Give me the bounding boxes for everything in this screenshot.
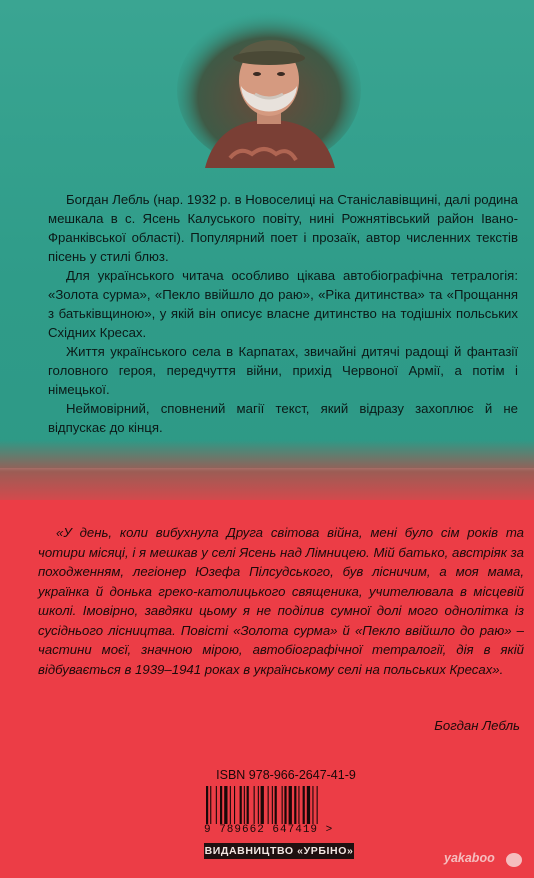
barcode-bar — [275, 786, 277, 824]
barcode-bar — [220, 786, 222, 824]
barcode-bar — [258, 786, 259, 824]
quote-author: Богдан Лебль — [434, 718, 520, 733]
barcode-bar — [294, 786, 296, 824]
barcode-bar — [210, 786, 211, 824]
barcode-bar — [224, 786, 227, 824]
barcode-bar — [284, 786, 286, 824]
bio-paragraph: Життя українського села в Карпатах, звичайні дитячі радощі й фантазії головного героя, передчуття війни, прихід Червоної Армії, а потім і німецької. — [48, 344, 518, 397]
barcode-bar — [272, 786, 273, 824]
barcode-bar — [282, 786, 283, 824]
isbn-label: ISBN 978-966-2647-41-9 — [216, 768, 356, 782]
barcode-bar — [230, 786, 231, 824]
barcode-bar — [206, 786, 208, 824]
barcode-bar — [303, 786, 305, 824]
barcode-bar — [312, 786, 313, 824]
bio-paragraph: Для українського читача особливо цікава автобіографічна тетралогія: «Золота сурма», «Пекло ввійшло до раю», «Ріка дитинства» та «Прощання з батьківщиною», у якій він описує власне дитинство на тодішніх польських Східних Кресах. — [48, 268, 518, 340]
isbn-barcode — [204, 786, 352, 826]
author-quote — [38, 523, 524, 679]
barcode-bar — [216, 786, 217, 824]
barcode-block — [204, 786, 352, 836]
author-portrait-photo — [175, 8, 363, 168]
barcode-bar — [234, 786, 235, 824]
bio-paragraph: Неймовірний, сповнений магії текст, який відразу захоплює й не відпускає до кінця. — [48, 401, 518, 435]
quote-text: «У день, коли вибухнула Друга світова війна, мені було сім років та чотири місяці, і я мешкав у селі Ясень над Лімницею. Мій батько, австріяк за походженням, легіонер Юзефа Пілсудського, був лісничим, а моя мама, українка й донька греко-католицького священика, учителювала в місцевій школі. Імовірно, завдяки цьому я не поділив сумної долі мого однолітка із сусіднього лісництва. Повісті «Золота сурма» й «Пекло ввійшло до раю» – частини моєї, значною мірою, автобіографічної тетралогії, дія в якій відбувається в 1939–1941 роках в українському селі на польських Кресах». — [38, 525, 524, 677]
barcode-bar — [240, 786, 242, 824]
barcode-bar — [268, 786, 269, 824]
barcode-bar — [298, 786, 299, 824]
barcode-bar — [317, 786, 318, 824]
bio-paragraph: Богдан Лебль (нар. 1932 р. в Новоселиці на Станіславівщині, далі родина мешкала в с. Ясень Калуського повіту, нині Рожнятівський район Івано-Франківської області). Популярний поет і прозаїк, автор численних текстів пісень у стилі блюз. — [48, 192, 518, 264]
barcode-bar — [289, 786, 292, 824]
barcode-digits: 9 789662 647419 > — [204, 824, 334, 836]
barcode-bar — [247, 786, 249, 824]
author-biography — [48, 190, 518, 437]
publisher-label: ВИДАВНИЦТВО «УРБІНО» — [204, 845, 354, 857]
watermark-text: yakaboo — [444, 851, 495, 865]
barcode-bar — [254, 786, 255, 824]
barcode-bar — [261, 786, 264, 824]
barcode-bar — [307, 786, 310, 824]
yakaboo-watermark — [444, 850, 528, 870]
watermark-logo-icon — [506, 853, 522, 867]
barcode-bar — [244, 786, 245, 824]
